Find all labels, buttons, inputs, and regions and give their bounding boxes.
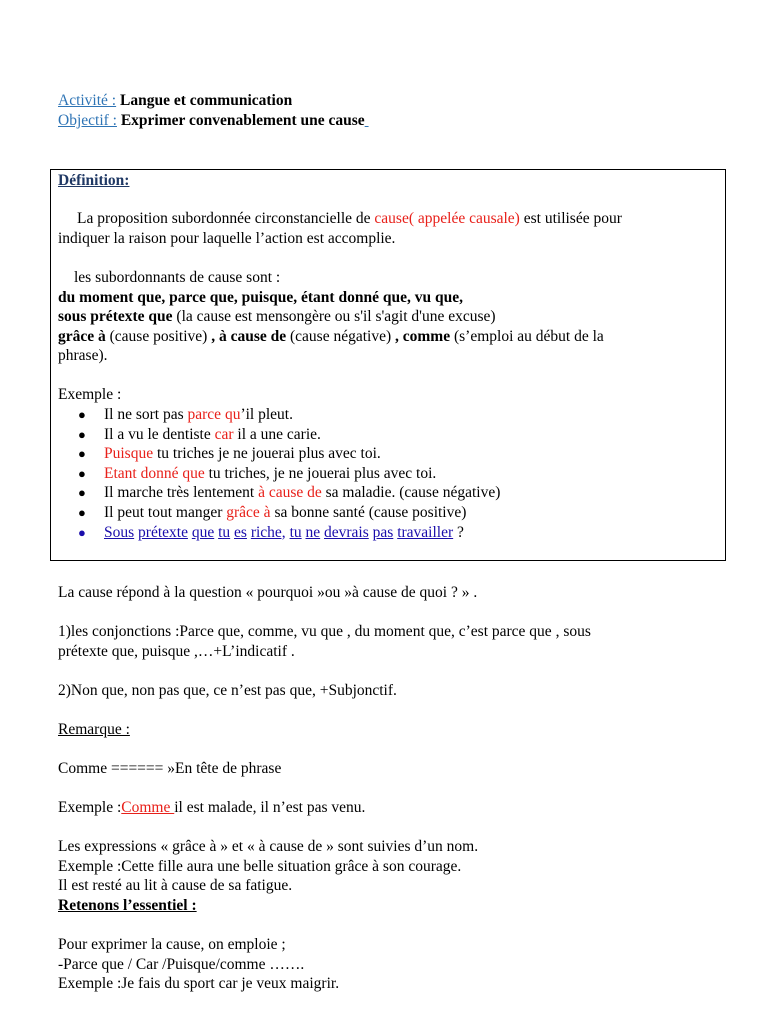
list-item-linked: ● Sous prétexte que tu es riche, tu ne devrais pas travailler ?: [78, 523, 464, 541]
definition-p1-line2: indiquer la raison pour laquelle l’action est accomplie.: [58, 230, 396, 247]
remarque-heading: Remarque :: [58, 721, 130, 738]
retenons-heading: Retenons l’essentiel :: [58, 897, 197, 914]
bullet-icon: ●: [78, 465, 86, 481]
activite-label: Activité :: [58, 92, 117, 109]
a-cause-de-note: (cause négative): [286, 328, 396, 345]
link-word[interactable]: travailler: [397, 523, 454, 541]
definition-p1-line1: [77, 209, 622, 228]
a-cause-de: , à cause de: [211, 328, 287, 345]
emploi-line: Pour exprimer la cause, on emploie ;: [58, 936, 286, 953]
exemple-final-line: Exemple :Je fais du sport car je veux maigrir.: [58, 975, 340, 992]
link-word[interactable]: tu: [218, 523, 231, 541]
sous-pretexte: sous prétexte que: [58, 308, 173, 325]
link-word[interactable]: Sous: [104, 523, 135, 541]
conj1-line2: prétexte que, puisque ,…+L’indicatif .: [58, 643, 295, 660]
comme-note: (s’emploi au début de la: [450, 328, 604, 345]
comme: , comme: [395, 328, 451, 345]
link-word[interactable]: ne: [305, 523, 321, 541]
conj2-line: 2)Non que, non pas que, ce n’est pas que, +Subjonctif.: [58, 682, 397, 699]
subordonnants-line4: phrase).: [58, 347, 108, 364]
conj1-line1: 1)les conjonctions :Parce que, comme, vu que , du moment que, c’est parce que , sous: [58, 623, 591, 640]
subordonnants-intro: les subordonnants de cause sont :: [74, 269, 281, 286]
activite-line: [58, 91, 292, 110]
question-line: La cause répond à la question « pourquoi »ou »à cause de quoi ? » .: [58, 584, 478, 601]
def-text-red: cause( appelée causale): [374, 210, 520, 227]
definition-title-line: [58, 171, 129, 190]
expressions-line3: Il est resté au lit à cause de sa fatigue.: [58, 877, 293, 894]
list-item: ● Il a vu le dentiste car il a une carie.: [78, 425, 321, 443]
examples-list: [78, 405, 500, 542]
grace-a-note: (cause positive): [105, 328, 212, 345]
list-item: ● Etant donné que tu triches, je ne jouerai plus avec toi.: [78, 464, 437, 482]
bullet-icon: ●: [78, 446, 86, 462]
link-word[interactable]: riche,: [250, 523, 286, 541]
subordonnants-line3: [58, 327, 604, 346]
def-text-a: La proposition subordonnée circonstancielle de: [77, 210, 375, 227]
comme-line: Comme ====== »En tête de phrase: [58, 760, 282, 777]
objectif-value: Exprimer convenablement une cause: [120, 112, 365, 129]
def-text-b: est utilisée pour: [519, 210, 622, 227]
exemple-label: Exemple :: [58, 386, 122, 403]
objectif-line: [58, 111, 369, 130]
link-word[interactable]: prétexte: [138, 523, 188, 541]
link-word[interactable]: que: [191, 523, 215, 541]
comme-highlight: Comme: [121, 799, 175, 816]
link-word[interactable]: pas: [372, 523, 394, 541]
grace-a: grâce à: [58, 328, 106, 345]
expressions-line2: Exemple :Cette fille aura une belle situation grâce à son courage.: [58, 858, 462, 875]
link-word[interactable]: es: [234, 523, 247, 541]
list-item: ● Il marche très lentement à cause de sa maladie. (cause négative): [78, 484, 501, 502]
objectif-label: Objectif :: [58, 112, 117, 129]
subordonnants-line2: [58, 307, 496, 326]
bullet-icon: ●: [78, 407, 86, 422]
bullet-icon: ●: [78, 485, 86, 501]
subordonnants-line1: du moment que, parce que, puisque, étant donné que, vu que,: [58, 289, 463, 306]
list-item: ● Il peut tout manger grâce à sa bonne santé (cause positive): [78, 503, 467, 521]
bullet-icon: ●: [78, 426, 86, 442]
bullet-icon: ●: [78, 504, 86, 520]
exemple-comme-line: Exemple :Comme il est malade, il n’est pas venu.: [58, 799, 366, 816]
link-word[interactable]: devrais: [324, 523, 369, 541]
bullet-icon: ●: [78, 524, 86, 540]
liste-line: -Parce que / Car /Puisque/comme …….: [58, 956, 305, 973]
list-item: ● Puisque tu triches je ne jouerai plus avec toi.: [78, 445, 381, 463]
link-word[interactable]: tu: [289, 523, 302, 541]
activite-value: Langue et communication: [120, 92, 293, 109]
list-item: ● Il ne sort pas parce qu’il pleut.: [78, 406, 293, 423]
definition-title: Définition:: [58, 172, 130, 189]
expressions-line1: Les expressions « grâce à » et « à cause de » sont suivies d’un nom.: [58, 838, 479, 855]
underline-space: [365, 112, 369, 129]
sous-pretexte-note: (la cause est mensongère ou s'il s'agit d'une excuse): [172, 308, 496, 325]
